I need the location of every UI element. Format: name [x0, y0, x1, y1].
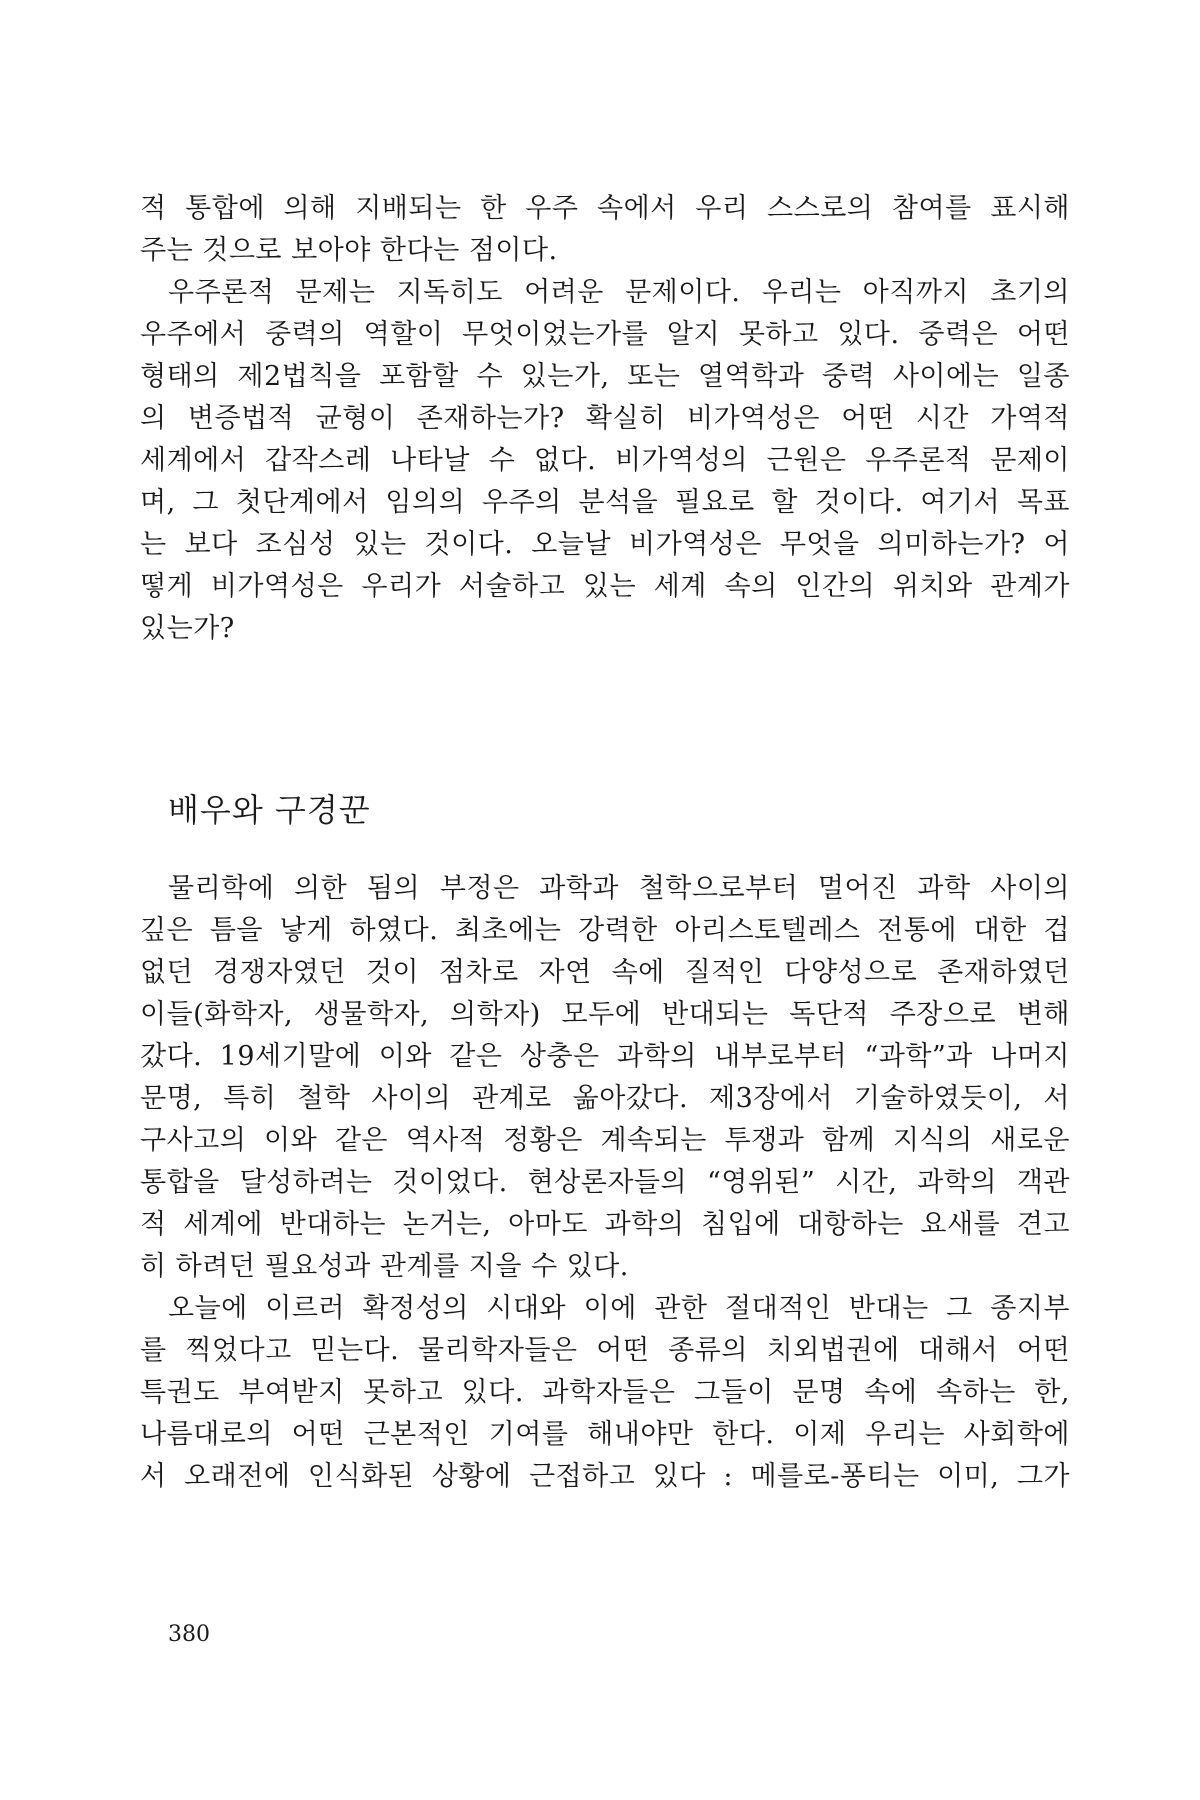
text-line: 이들(화학자, 생물학자, 의학자) 모두에 반대되는 독단적 주장으로 변해: [140, 999, 1070, 1030]
text-line: 특권도 부여받지 못하고 있다. 과학자들은 그들이 문명 속에 속하는 한,: [140, 1377, 1070, 1408]
text-line: 오늘에 이르러 확정성의 시대와 이에 관한 절대적인 반대는 그 종지부: [168, 1293, 1070, 1324]
section-heading: 배우와 구경꾼: [168, 791, 371, 829]
text-line: 주는 것으로 보아야 한다는 점이다.: [140, 235, 558, 266]
text-line: 우주론적 문제는 지독히도 어려운 문제이다. 우리는 아직까지 초기의: [168, 277, 1070, 308]
text-line: 문명, 특히 철학 사이의 관계로 옮아갔다. 제3장에서 기술하였듯이, 서: [140, 1083, 1070, 1114]
paragraph-block-2: [140, 868, 1070, 1498]
page-number: 380: [168, 1622, 210, 1647]
text-line: 는 보다 조심성 있는 것이다. 오늘날 비가역성은 무엇을 의미하는가? 어: [140, 529, 1070, 560]
text-line: 없던 경쟁자였던 것이 점차로 자연 속에 질적인 다양성으로 존재하였던: [140, 957, 1070, 988]
text-line: 적 세계에 반대하는 논거는, 아마도 과학의 침입에 대항하는 요새를 견고: [140, 1209, 1070, 1240]
text-line: 세계에서 갑작스레 나타날 수 없다. 비가역성의 근원은 우주론적 문제이: [140, 445, 1070, 476]
text-line: 며, 그 첫단계에서 임의의 우주의 분석을 필요로 할 것이다. 여기서 목표: [140, 487, 1070, 518]
text-line: 갔다. 19세기말에 이와 같은 상충은 과학의 내부로부터 “과학”과 나머지: [140, 1041, 1070, 1072]
text-line: 물리학에 의한 됨의 부정은 과학과 철학으로부터 멀어진 과학 사이의: [168, 873, 1070, 904]
text-line: 서 오래전에 인식화된 상황에 근접하고 있다 : 메를로-퐁티는 이미, 그가: [140, 1461, 1070, 1492]
text-line: 를 찍었다고 믿는다. 물리학자들은 어떤 종류의 치외법권에 대해서 어떤: [140, 1335, 1070, 1366]
text-line: 히 하려던 필요성과 관계를 지을 수 있다.: [140, 1251, 629, 1282]
text-line: 의 변증법적 균형이 존재하는가? 확실히 비가역성은 어떤 시간 가역적: [140, 403, 1070, 434]
text-line: 깊은 틈을 낳게 하였다. 최초에는 강력한 아리스토텔레스 전통에 대한 겁: [140, 915, 1070, 946]
text-line: 통합을 달성하려는 것이었다. 현상론자들의 “영위된” 시간, 과학의 객관: [140, 1167, 1070, 1198]
text-line: 우주에서 중력의 역할이 무엇이었는가를 알지 못하고 있다. 중력은 어떤: [140, 319, 1070, 350]
text-line: 적 통합에 의해 지배되는 한 우주 속에서 우리 스스로의 참여를 표시해: [140, 193, 1070, 224]
text-line: 형태의 제2법칙을 포함할 수 있는가, 또는 열역학과 중력 사이에는 일종: [140, 361, 1070, 392]
text-line: 나름대로의 어떤 근본적인 기여를 해내야만 한다. 이제 우리는 사회학에: [140, 1419, 1070, 1450]
text-line: 떻게 비가역성은 우리가 서술하고 있는 세계 속의 인간의 위치와 관계가: [140, 571, 1070, 602]
paragraph-block-1: [140, 188, 1070, 650]
text-line: 구사고의 이와 같은 역사적 정황은 계속되는 투쟁과 함께 지식의 새로운: [140, 1125, 1070, 1156]
text-line: 있는가?: [140, 613, 235, 644]
